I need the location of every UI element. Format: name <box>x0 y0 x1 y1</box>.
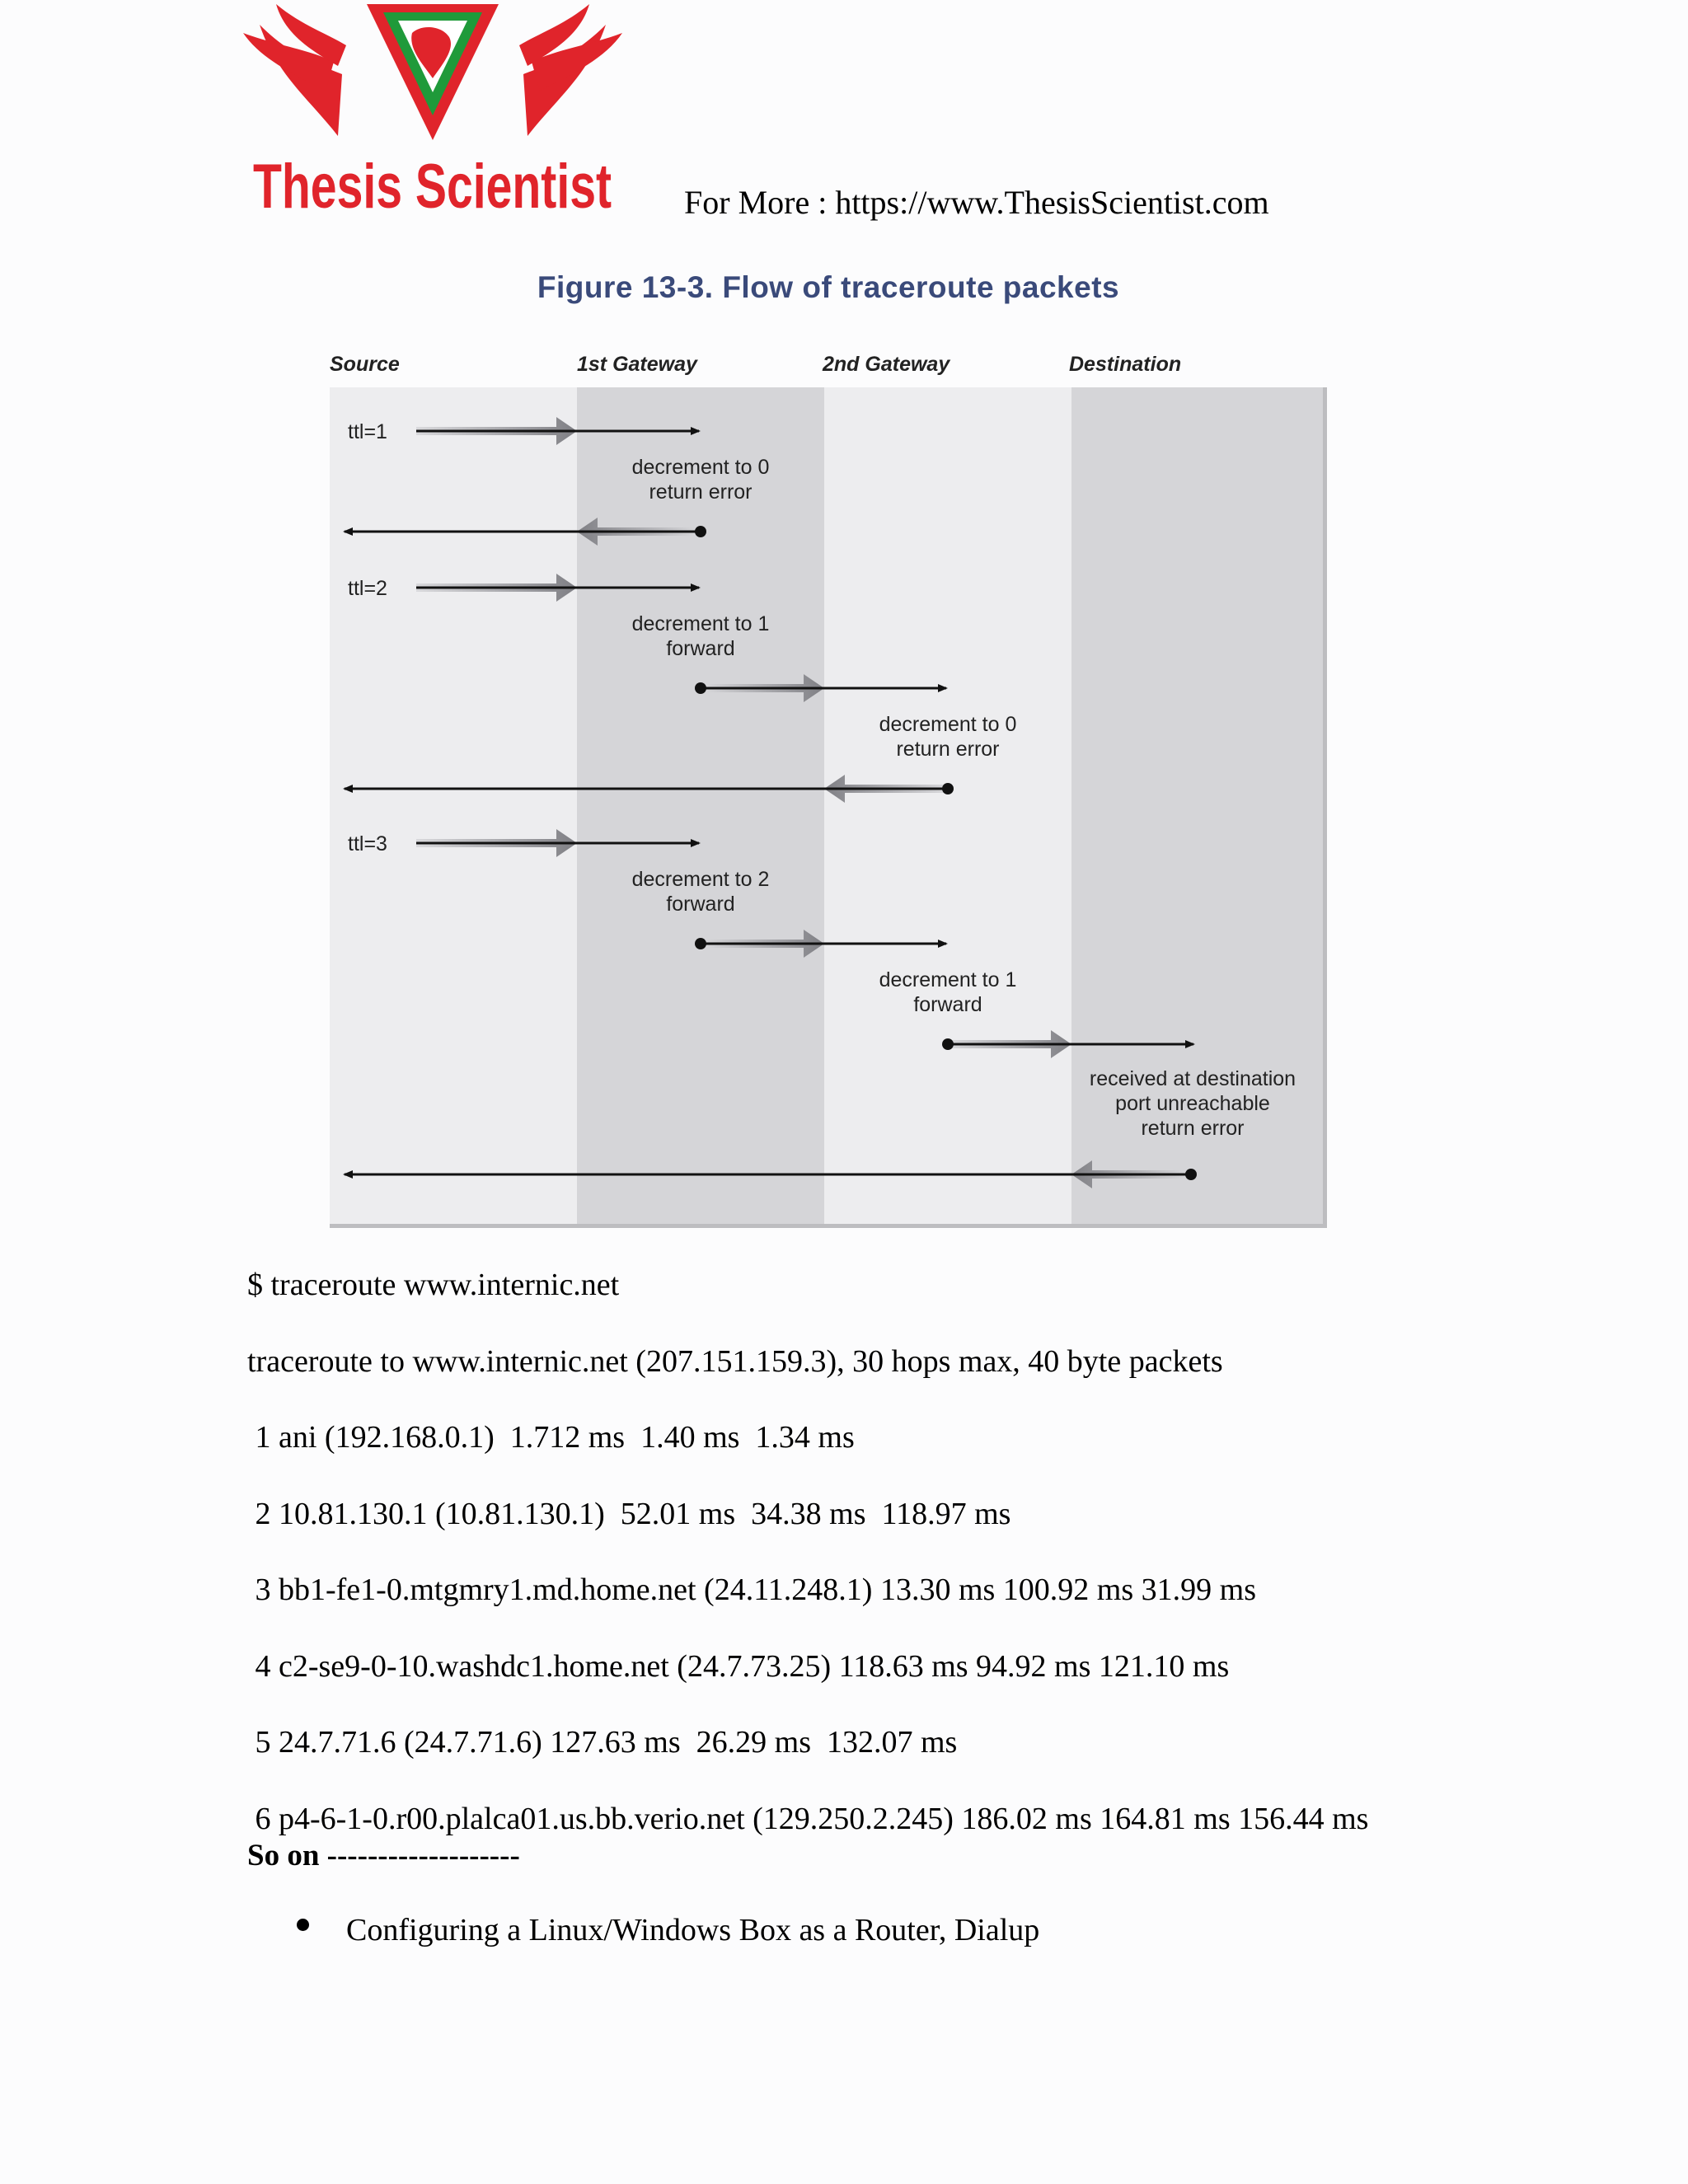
so-on-text: So on ------------------- <box>247 1839 520 1872</box>
bullet-item: Configuring a Linux/Windows Box as a Router, Dialup <box>346 1913 1040 1947</box>
gateway2-column <box>824 387 1071 1224</box>
dest-text-b: port unreachable <box>1115 1092 1270 1115</box>
bullet-icon <box>297 1919 309 1931</box>
hop-line: 1 ani (192.168.0.1) 1.712 ms 1.40 ms 1.34 ms <box>247 1420 855 1455</box>
g1-ttl3-text-b: forward <box>666 893 735 916</box>
logo-right-wing <box>519 4 622 136</box>
thesis-scientist-logo <box>243 0 631 223</box>
dest-text-a: received at destination <box>1089 1067 1296 1090</box>
logo-left-wing <box>243 4 346 136</box>
hop-line: 5 24.7.71.6 (24.7.71.6) 127.63 ms 26.29 ms 132.07 ms <box>247 1725 958 1760</box>
traceroute-header-line: traceroute to www.internic.net (207.151.159.3), 30 hops max, 40 byte packets <box>247 1344 1223 1379</box>
column-header-destination: Destination <box>1069 353 1182 376</box>
hop-line: 4 c2-se9-0-10.washdc1.home.net (24.7.73.25) 118.63 ms 94.92 ms 121.10 ms <box>247 1649 1230 1684</box>
ttl2-label: ttl=2 <box>348 577 387 600</box>
hop-line: 3 bb1-fe1-0.mtgmry1.md.home.net (24.11.248.1) 13.30 ms 100.92 ms 31.99 ms <box>247 1572 1256 1607</box>
source-column <box>330 387 577 1224</box>
column-header-gateway1: 1st Gateway <box>577 353 697 376</box>
traceroute-command: $ traceroute www.internic.net <box>247 1268 620 1302</box>
g2-ttl3-text-b: forward <box>913 993 982 1016</box>
hop-line: 6 p4-6-1-0.r00.plalca01.us.bb.verio.net (129.250.2.245) 186.02 ms 164.81 ms 156.44 ms <box>247 1802 1369 1836</box>
logo-text: Thesis Scientist <box>253 152 612 222</box>
g2-ttl2-text-b: return error <box>896 738 1000 761</box>
logo-emblem <box>367 4 499 140</box>
dest-text-c: return error <box>1141 1117 1245 1140</box>
gateway1-column <box>577 387 824 1224</box>
column-header-source: Source <box>330 353 400 376</box>
traceroute-flow-diagram <box>321 338 1335 1236</box>
g2-ttl3-text-a: decrement to 1 <box>879 968 1017 991</box>
column-header-gateway2: 2nd Gateway <box>823 353 950 376</box>
for-more-link[interactable]: For More : https://www.ThesisScientist.com <box>684 184 1269 221</box>
ttl1-label: ttl=1 <box>348 420 387 443</box>
hop-line: 2 10.81.130.1 (10.81.130.1) 52.01 ms 34.38 ms 118.97 ms <box>247 1497 1011 1531</box>
g1-ttl1-text-a: decrement to 0 <box>631 456 770 479</box>
g2-ttl2-text-a: decrement to 0 <box>879 713 1017 736</box>
g1-ttl3-text-a: decrement to 2 <box>631 868 770 891</box>
g1-ttl2-text-b: forward <box>666 637 735 660</box>
g1-ttl2-text-a: decrement to 1 <box>631 612 770 635</box>
g1-ttl1-text-b: return error <box>649 480 753 504</box>
figure-caption: Figure 13-3. Flow of traceroute packets <box>537 270 1120 304</box>
ttl3-label: ttl=3 <box>348 832 387 855</box>
